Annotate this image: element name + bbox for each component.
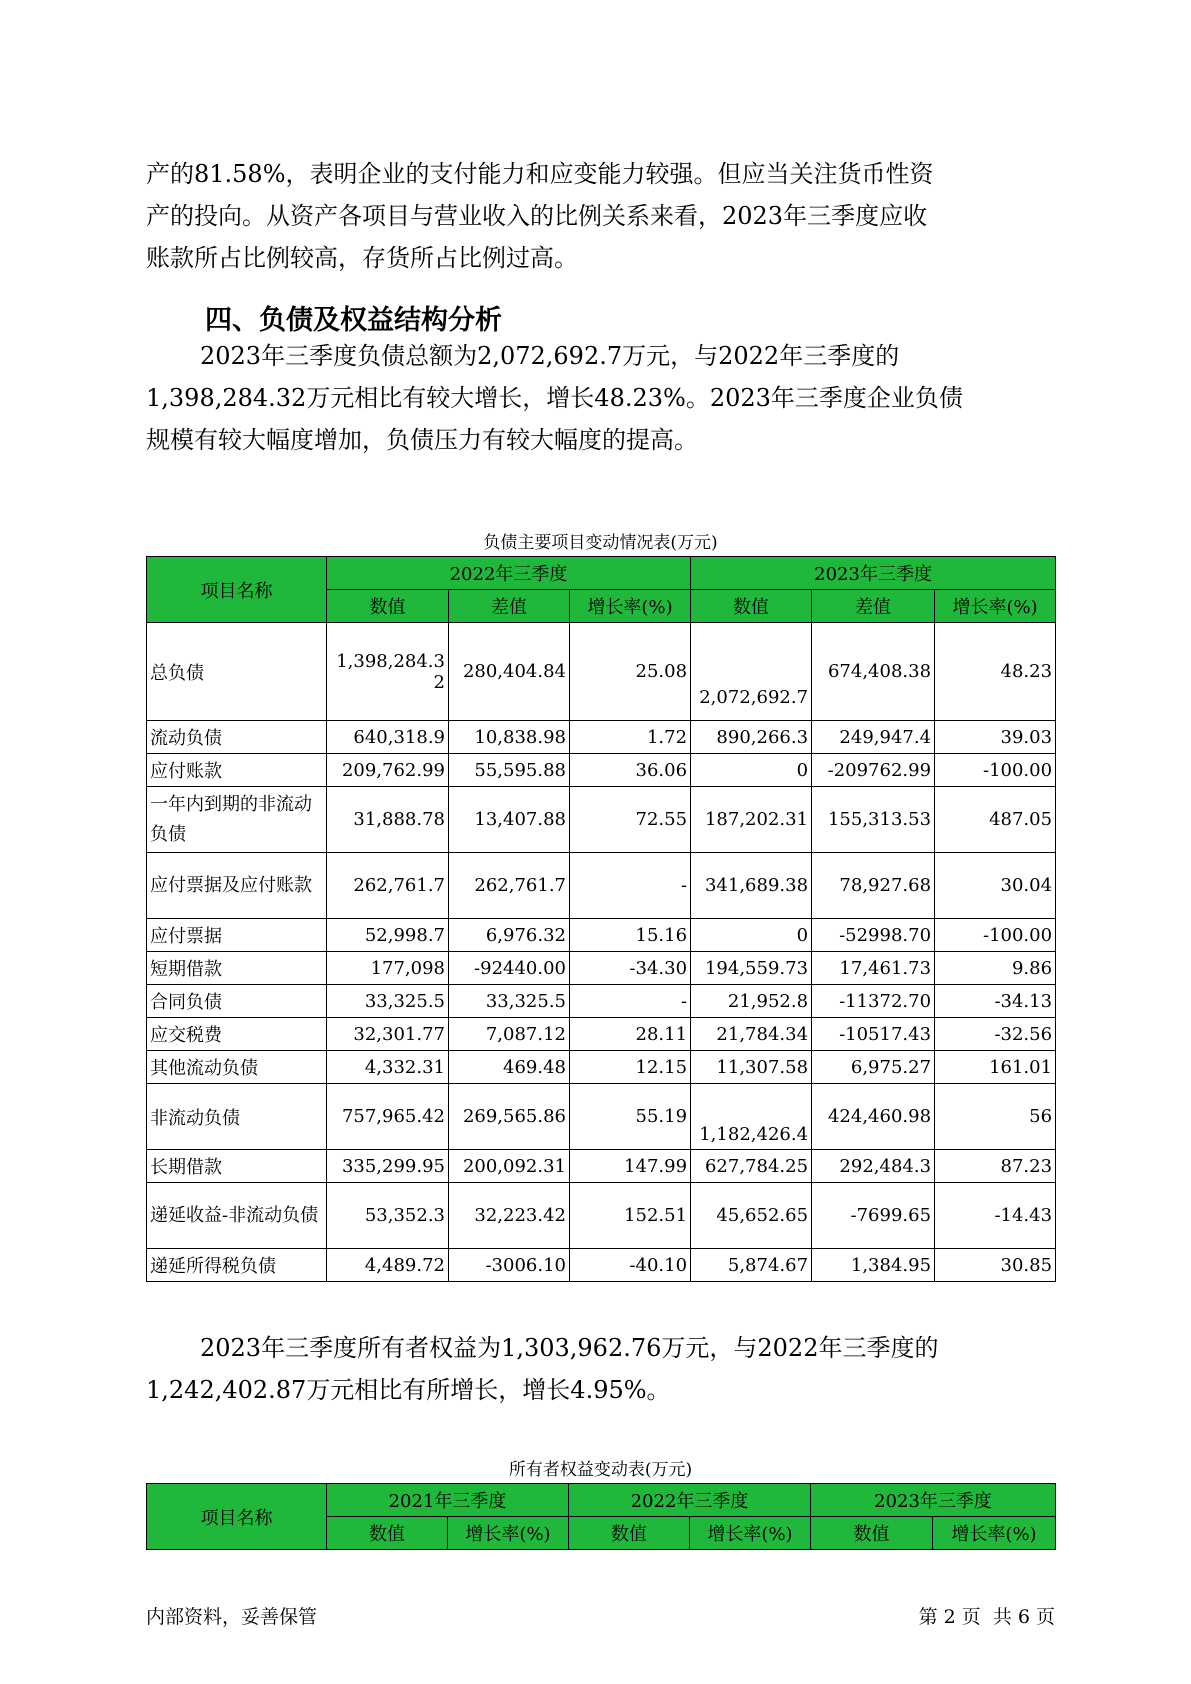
header-value-2022: 数值 <box>569 1517 690 1550</box>
cell-diff-2023: 249,947.4 <box>812 721 935 754</box>
cell-value-2023: 194,559.73 <box>691 952 812 985</box>
header-period-2022: 2022年三季度 <box>569 1484 811 1517</box>
cell-value-2022: 335,299.95 <box>327 1150 449 1183</box>
table-row <box>147 985 1056 1018</box>
cell-value-2023: 21,784.34 <box>691 1018 812 1051</box>
intro-paragraph <box>146 153 1046 279</box>
header-growth-2023: 增长率(%) <box>935 590 1056 623</box>
cell-growth-2023: 161.01 <box>935 1051 1056 1084</box>
cell-diff-2023: 292,484.3 <box>812 1150 935 1183</box>
header-item-name: 项目名称 <box>147 557 327 623</box>
table-row <box>147 853 1056 919</box>
table-row <box>147 1183 1056 1249</box>
cell-growth-2023: 39.03 <box>935 721 1056 754</box>
cell-value-2023: 0 <box>691 919 812 952</box>
cell-value-2022: 209,762.99 <box>327 754 449 787</box>
row-name: 应付票据及应付账款 <box>147 853 327 919</box>
header-period-2023: 2023年三季度 <box>691 557 1056 590</box>
header-item-name: 项目名称 <box>147 1484 327 1550</box>
header-value-2021: 数值 <box>327 1517 448 1550</box>
header-growth-2022: 增长率(%) <box>570 590 691 623</box>
cell-value-2022: 31,888.78 <box>327 787 449 853</box>
cell-growth-2023: 9.86 <box>935 952 1056 985</box>
table-row <box>147 754 1056 787</box>
cell-value-2023: 2,072,692.7 <box>691 623 812 721</box>
cell-growth-2022: 25.08 <box>570 623 691 721</box>
section-heading: 四、负债及权益结构分析 <box>205 305 502 336</box>
cell-value-2022: 177,098 <box>327 952 449 985</box>
cell-growth-2023: 30.04 <box>935 853 1056 919</box>
cell-diff-2022: 32,223.42 <box>449 1183 570 1249</box>
cell-diff-2022: 10,838.98 <box>449 721 570 754</box>
cell-diff-2022: 469.48 <box>449 1051 570 1084</box>
cell-value-2022: 1,398,284.32 <box>327 623 449 721</box>
debt-line: 1,398,284.32万元相比有较大增长，增长48.23%。2023年三季度企业负债 <box>146 384 963 412</box>
cell-diff-2022: 200,092.31 <box>449 1150 570 1183</box>
cell-value-2023: 11,307.58 <box>691 1051 812 1084</box>
cell-value-2022: 32,301.77 <box>327 1018 449 1051</box>
equity-table-caption: 所有者权益变动表(万元) <box>508 1460 693 1480</box>
cell-value-2022: 4,489.72 <box>327 1249 449 1282</box>
header-diff-2022: 差值 <box>449 590 570 623</box>
table-row <box>147 787 1056 853</box>
row-name: 非流动负债 <box>147 1084 327 1150</box>
table-row <box>147 721 1056 754</box>
debt-line: 规模有较大幅度增加，负债压力有较大幅度的提高。 <box>146 426 698 454</box>
row-name: 递延收益-非流动负债 <box>147 1183 327 1249</box>
table-row <box>147 952 1056 985</box>
table-row <box>147 1051 1056 1084</box>
row-name: 短期借款 <box>147 952 327 985</box>
equity-paragraph <box>146 1327 1046 1411</box>
table-row <box>147 1018 1056 1051</box>
cell-growth-2022: 28.11 <box>570 1018 691 1051</box>
table-row <box>147 623 1056 721</box>
row-name: 应付票据 <box>147 919 327 952</box>
table-row <box>147 919 1056 952</box>
cell-growth-2023: -14.43 <box>935 1183 1056 1249</box>
cell-growth-2022: -40.10 <box>570 1249 691 1282</box>
table-row <box>147 1249 1056 1282</box>
table-row <box>147 1084 1056 1150</box>
cell-value-2023: 21,952.8 <box>691 985 812 1018</box>
footer-confidential: 内部资料，妥善保管 <box>146 1606 318 1628</box>
cell-diff-2023: 6,975.27 <box>812 1051 935 1084</box>
cell-growth-2023: 487.05 <box>935 787 1056 853</box>
cell-diff-2022: 262,761.7 <box>449 853 570 919</box>
cell-diff-2023: 155,313.53 <box>812 787 935 853</box>
cell-diff-2023: 424,460.98 <box>812 1084 935 1150</box>
cell-diff-2023: -209762.99 <box>812 754 935 787</box>
cell-diff-2023: -11372.70 <box>812 985 935 1018</box>
cell-growth-2023: -100.00 <box>935 919 1056 952</box>
equity-line: 2023年三季度所有者权益为1,303,962.76万元，与2022年三季度的 <box>200 1334 939 1362</box>
header-growth-2021: 增长率(%) <box>448 1517 569 1550</box>
cell-growth-2022: 36.06 <box>570 754 691 787</box>
cell-growth-2022: 55.19 <box>570 1084 691 1150</box>
footer-page-number: 第 2 页 共 6 页 <box>918 1606 1055 1628</box>
cell-diff-2023: 1,384.95 <box>812 1249 935 1282</box>
cell-value-2022: 52,998.7 <box>327 919 449 952</box>
cell-diff-2023: 17,461.73 <box>812 952 935 985</box>
equity-table <box>146 1483 1056 1550</box>
row-name: 长期借款 <box>147 1150 327 1183</box>
cell-value-2022: 53,352.3 <box>327 1183 449 1249</box>
cell-diff-2022: 269,565.86 <box>449 1084 570 1150</box>
cell-value-2023: 45,652.65 <box>691 1183 812 1249</box>
row-name: 应交税费 <box>147 1018 327 1051</box>
header-value-2023: 数值 <box>691 590 812 623</box>
cell-growth-2023: -32.56 <box>935 1018 1056 1051</box>
cell-diff-2023: -10517.43 <box>812 1018 935 1051</box>
cell-diff-2022: 6,976.32 <box>449 919 570 952</box>
cell-value-2023: 1,182,426.4 <box>691 1084 812 1150</box>
debt-table-caption: 负债主要项目变动情况表(万元) <box>483 533 718 553</box>
header-value-2023: 数值 <box>811 1517 933 1550</box>
header-growth-2023: 增长率(%) <box>933 1517 1056 1550</box>
equity-line: 1,242,402.87万元相比有所增长，增长4.95%。 <box>146 1376 671 1404</box>
cell-diff-2022: 280,404.84 <box>449 623 570 721</box>
cell-value-2023: 187,202.31 <box>691 787 812 853</box>
row-name: 其他流动负债 <box>147 1051 327 1084</box>
cell-diff-2022: 33,325.5 <box>449 985 570 1018</box>
cell-value-2023: 890,266.3 <box>691 721 812 754</box>
header-period-2023: 2023年三季度 <box>811 1484 1056 1517</box>
cell-growth-2022: - <box>570 853 691 919</box>
intro-line: 账款所占比例较高，存货所占比例过高。 <box>146 244 578 272</box>
cell-diff-2023: -7699.65 <box>812 1183 935 1249</box>
header-value-2022: 数值 <box>327 590 449 623</box>
row-name: 一年内到期的非流动负债 <box>147 787 327 853</box>
row-name: 合同负债 <box>147 985 327 1018</box>
cell-value-2023: 5,874.67 <box>691 1249 812 1282</box>
cell-growth-2022: 152.51 <box>570 1183 691 1249</box>
row-name: 流动负债 <box>147 721 327 754</box>
header-period-2021: 2021年三季度 <box>327 1484 569 1517</box>
cell-growth-2022: - <box>570 985 691 1018</box>
cell-value-2022: 33,325.5 <box>327 985 449 1018</box>
row-name: 总负债 <box>147 623 327 721</box>
cell-growth-2022: 72.55 <box>570 787 691 853</box>
cell-growth-2022: 1.72 <box>570 721 691 754</box>
header-diff-2023: 差值 <box>812 590 935 623</box>
cell-value-2023: 0 <box>691 754 812 787</box>
header-period-2022: 2022年三季度 <box>327 557 691 590</box>
cell-diff-2022: 13,407.88 <box>449 787 570 853</box>
cell-diff-2022: -3006.10 <box>449 1249 570 1282</box>
cell-value-2022: 262,761.7 <box>327 853 449 919</box>
cell-growth-2023: 48.23 <box>935 623 1056 721</box>
header-growth-2022: 增长率(%) <box>690 1517 811 1550</box>
cell-growth-2022: 147.99 <box>570 1150 691 1183</box>
cell-growth-2023: 87.23 <box>935 1150 1056 1183</box>
cell-diff-2023: 674,408.38 <box>812 623 935 721</box>
row-name: 应付账款 <box>147 754 327 787</box>
cell-diff-2022: 55,595.88 <box>449 754 570 787</box>
cell-diff-2023: -52998.70 <box>812 919 935 952</box>
intro-line: 产的81.58%，表明企业的支付能力和应变能力较强。但应当关注货币性资 <box>146 160 934 188</box>
row-name: 递延所得税负债 <box>147 1249 327 1282</box>
cell-growth-2022: 15.16 <box>570 919 691 952</box>
cell-growth-2022: 12.15 <box>570 1051 691 1084</box>
cell-value-2023: 341,689.38 <box>691 853 812 919</box>
cell-value-2022: 640,318.9 <box>327 721 449 754</box>
cell-growth-2023: -34.13 <box>935 985 1056 1018</box>
cell-diff-2022: -92440.00 <box>449 952 570 985</box>
cell-diff-2022: 7,087.12 <box>449 1018 570 1051</box>
debt-table <box>146 556 1056 1282</box>
cell-value-2022: 4,332.31 <box>327 1051 449 1084</box>
cell-growth-2023: 30.85 <box>935 1249 1056 1282</box>
cell-growth-2022: -34.30 <box>570 952 691 985</box>
cell-diff-2023: 78,927.68 <box>812 853 935 919</box>
cell-value-2023: 627,784.25 <box>691 1150 812 1183</box>
debt-line: 2023年三季度负债总额为2,072,692.7万元，与2022年三季度的 <box>200 342 900 370</box>
intro-line: 产的投向。从资产各项目与营业收入的比例关系来看，2023年三季度应收 <box>146 202 928 230</box>
table-row <box>147 1150 1056 1183</box>
cell-value-2022: 757,965.42 <box>327 1084 449 1150</box>
cell-growth-2023: 56 <box>935 1084 1056 1150</box>
debt-paragraph <box>146 335 1046 461</box>
cell-growth-2023: -100.00 <box>935 754 1056 787</box>
